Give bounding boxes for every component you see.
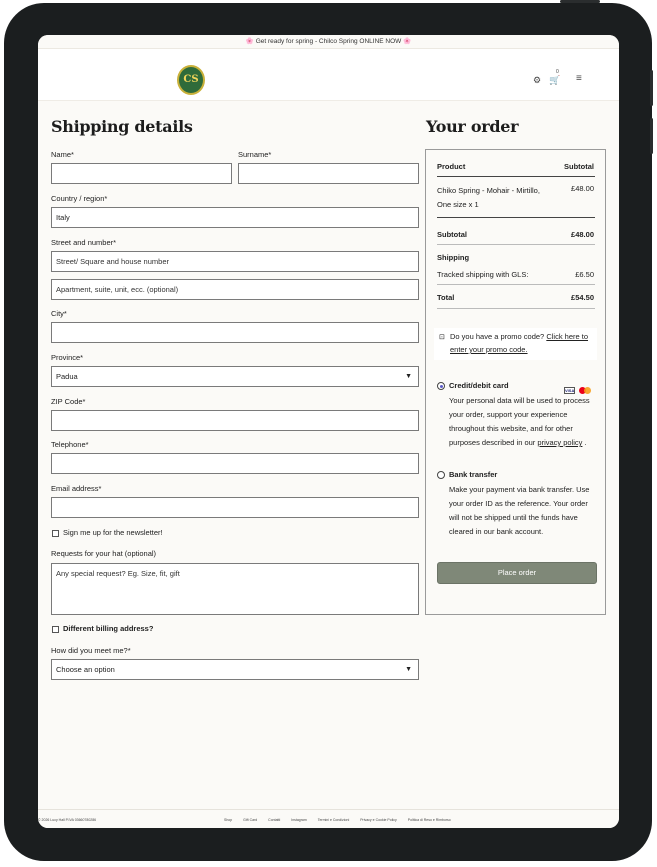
- footer-link[interactable]: Gift Card: [243, 818, 258, 822]
- footer-links: [224, 818, 461, 822]
- tablet-side-button: [650, 118, 653, 154]
- bank-desc-line: Make your payment via bank transfer. Use: [449, 485, 590, 494]
- surname-label: Surname*: [238, 150, 272, 159]
- tag-icon: ⊡: [439, 334, 445, 341]
- visa-icon: VISA: [565, 388, 575, 394]
- footer-link[interactable]: Privacy e Cookie Policy: [360, 818, 397, 822]
- street-label: Street and number*: [51, 238, 117, 247]
- province-select[interactable]: [51, 366, 419, 387]
- province-value: Padua: [56, 372, 78, 381]
- site-footer: [38, 809, 619, 828]
- promo-link[interactable]: Click here to enter your promo code.: [450, 332, 589, 354]
- name-label: Name*: [51, 150, 74, 159]
- divider: [437, 217, 595, 218]
- bank-description: [449, 483, 605, 539]
- phone-label: Telephone*: [51, 440, 89, 449]
- zip-label: ZIP Code*: [51, 397, 86, 406]
- menu-icon[interactable]: ≡: [576, 73, 582, 84]
- privacy-policy-link[interactable]: privacy policy: [537, 438, 583, 447]
- item-price: £48.00: [571, 184, 594, 193]
- tablet-top-button: [560, 0, 600, 3]
- footer-copyright: © 2026 Lucy Hall P.IVA 03660780286: [38, 818, 97, 822]
- shipping-title: Shipping details: [51, 117, 193, 136]
- zip-input[interactable]: [51, 410, 419, 431]
- billing-label: Different billing address?: [63, 624, 154, 633]
- place-order-button[interactable]: Place order: [437, 562, 597, 584]
- footer-link[interactable]: Termini e Condizioni: [317, 818, 350, 822]
- footer-link[interactable]: Instagram: [291, 818, 307, 822]
- billing-checkbox[interactable]: [52, 626, 59, 633]
- card-radio[interactable]: [437, 382, 445, 390]
- city-label: City*: [51, 309, 67, 318]
- divider: [437, 308, 595, 309]
- meet-value: Choose an option: [56, 665, 115, 674]
- subtotal-value: £48.00: [571, 230, 594, 239]
- chevron-down-icon: ▼: [405, 373, 412, 380]
- card-desc-line: your order, support your experience: [449, 410, 568, 419]
- requests-label: Requests for your hat (optional): [51, 549, 157, 558]
- city-input[interactable]: [51, 322, 419, 343]
- country-input[interactable]: Italy: [51, 207, 419, 228]
- promo-notice: [434, 328, 597, 360]
- footer-link[interactable]: Shop: [224, 818, 233, 822]
- apartment-input[interactable]: Apartment, suite, unit, ecc. (optional): [51, 279, 419, 300]
- bank-desc-line: cleared in our bank account.: [449, 527, 544, 536]
- item-name: [437, 184, 540, 212]
- cart-icon[interactable]: 🛒: [549, 75, 561, 85]
- cart-count: 0: [556, 69, 559, 75]
- total-value: £54.50: [571, 293, 594, 302]
- divider: [437, 284, 595, 285]
- card-desc-line: purposes described in our privacy policy .: [449, 438, 587, 447]
- order-summary-box: [425, 149, 606, 615]
- street-input[interactable]: Street/ Square and house number: [51, 251, 419, 272]
- phone-input[interactable]: [51, 453, 419, 474]
- bank-radio[interactable]: [437, 471, 445, 479]
- browser-screen: [38, 35, 619, 828]
- name-input[interactable]: [51, 163, 232, 184]
- requests-textarea[interactable]: Any special request? Eg. Size, fit, gift: [51, 563, 419, 615]
- card-desc-line: Your personal data will be used to process: [449, 396, 590, 405]
- order-title: Your order: [426, 117, 519, 136]
- province-label: Province*: [51, 353, 84, 362]
- country-label: Country / region*: [51, 194, 108, 203]
- divider: [437, 176, 595, 177]
- bank-label[interactable]: Bank transfer: [449, 470, 498, 479]
- col-product: Product: [437, 162, 466, 171]
- meet-label: How did you meet me?*: [51, 646, 131, 655]
- site-header: [38, 49, 619, 101]
- card-description: [449, 394, 605, 450]
- shipping-method: Tracked shipping with GLS:: [437, 270, 529, 279]
- site-logo[interactable]: CS: [177, 65, 205, 95]
- email-label: Email address*: [51, 484, 102, 493]
- card-label[interactable]: Credit/debit card: [449, 381, 509, 390]
- surname-input[interactable]: [238, 163, 419, 184]
- card-desc-line: throughout this website, and for other: [449, 424, 573, 433]
- promo-text: Do you have a promo code?: [450, 332, 545, 341]
- col-subtotal: Subtotal: [564, 162, 594, 171]
- total-label: Total: [437, 293, 455, 302]
- newsletter-label: Sign me up for the newsletter!: [63, 528, 163, 537]
- account-icon[interactable]: ⚙: [533, 75, 542, 85]
- footer-link[interactable]: Politica di Reso e Rimborso: [407, 818, 451, 822]
- tablet-side-button: [650, 70, 653, 106]
- shipping-value: £6.50: [575, 270, 594, 279]
- shipping-label: Shipping: [437, 253, 470, 262]
- newsletter-checkbox[interactable]: [52, 530, 59, 537]
- footer-link[interactable]: Contatti: [268, 818, 281, 822]
- bank-desc-line: will not be shipped until the funds have: [449, 513, 578, 522]
- divider: [437, 244, 595, 245]
- subtotal-label: Subtotal: [437, 230, 467, 239]
- item-name-line1: Chiko Spring - Mohair - Mirtillo,: [437, 186, 540, 195]
- item-name-line2: One size x 1: [437, 200, 479, 209]
- chevron-down-icon: ▼: [405, 666, 412, 673]
- announcement-bar[interactable]: 🌸 Get ready for spring - Chilco Spring ONLINE NOW 🌸: [38, 35, 619, 49]
- meet-select[interactable]: [51, 659, 419, 680]
- email-input[interactable]: [51, 497, 419, 518]
- bank-desc-line: your order ID as the reference. Your order: [449, 499, 588, 508]
